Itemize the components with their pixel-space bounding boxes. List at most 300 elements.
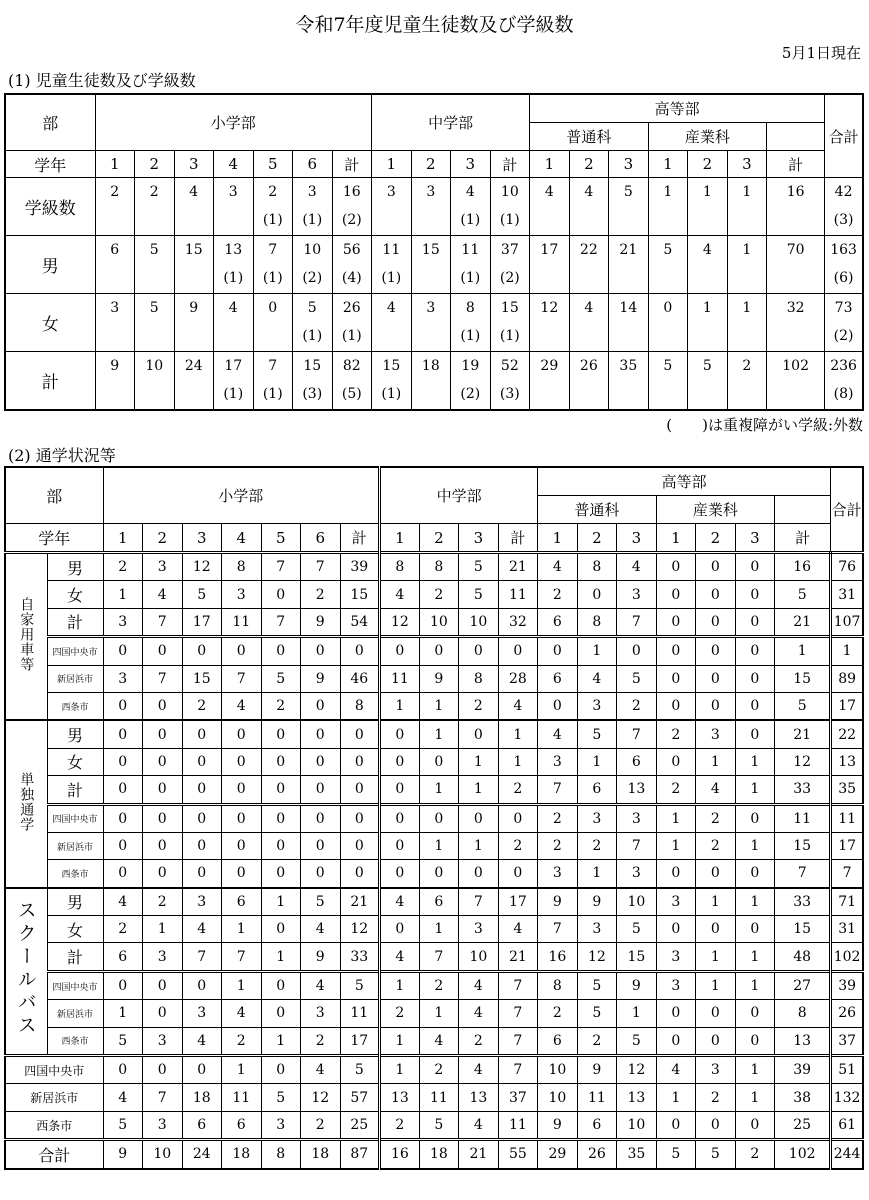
row-label: 学級数: [5, 178, 95, 236]
data-cell: [490, 294, 530, 352]
data-cell: 4: [380, 581, 420, 608]
data-cell: 0: [696, 1027, 736, 1055]
data-cell: [95, 178, 135, 236]
data-cell: 0: [182, 1056, 222, 1084]
row-label: 女: [5, 294, 95, 352]
data-cell: 39: [340, 553, 380, 581]
data-cell: 1: [222, 916, 262, 943]
cell-value: 1: [663, 184, 673, 200]
data-cell: 1: [103, 1000, 143, 1027]
data-cell: 13: [459, 1084, 499, 1111]
data-cell: 0: [340, 804, 380, 832]
data-cell: 17: [831, 692, 863, 720]
grade-header-cell: 4: [214, 151, 254, 178]
data-cell: 7: [538, 916, 578, 943]
data-cell: 1: [735, 1056, 775, 1084]
grade-header-cell: 3: [617, 524, 657, 553]
data-cell: 38: [775, 1084, 831, 1111]
cell-value: 14: [619, 300, 638, 316]
cell-value: 16: [342, 184, 361, 200]
cell-value: 102: [782, 358, 809, 374]
cell-paren: [175, 264, 214, 292]
data-cell: 0: [419, 637, 459, 665]
data-cell: 5: [419, 1111, 459, 1139]
cell-value: 8: [465, 300, 475, 316]
grade-header-cell: 計: [498, 524, 538, 553]
data-cell: 4: [656, 1056, 696, 1084]
data-cell: 4: [459, 1000, 499, 1027]
data-cell: 11: [222, 1084, 262, 1111]
cell-paren: [728, 322, 767, 350]
data-cell: 0: [696, 1111, 736, 1139]
cell-paren: [609, 322, 648, 350]
data-cell: 11: [577, 1084, 617, 1111]
data-cell: [609, 294, 649, 352]
data-cell: 4: [103, 888, 143, 916]
cell-value: 236: [830, 358, 857, 374]
data-cell: 0: [696, 916, 736, 943]
enrollment-table: [4, 93, 864, 411]
data-cell: 0: [261, 832, 301, 859]
data-cell: 1: [656, 832, 696, 859]
data-cell: 2: [419, 581, 459, 608]
data-cell: 9: [538, 888, 578, 916]
data-cell: 0: [735, 1000, 775, 1027]
data-cell: 0: [143, 971, 183, 999]
data-cell: [569, 352, 609, 411]
cell-paren: (5): [341, 386, 362, 402]
data-cell: 244: [831, 1140, 863, 1169]
cell-paren: [688, 264, 727, 292]
cell-paren: [649, 322, 688, 350]
data-cell: [411, 236, 451, 294]
data-cell: 5: [301, 888, 341, 916]
data-cell: 76: [831, 553, 863, 581]
table-row: [5, 1084, 863, 1111]
data-cell: 10: [419, 608, 459, 636]
data-cell: 5: [577, 720, 617, 748]
grade-header-cell: 計: [332, 151, 372, 178]
header-total: 合計: [831, 467, 863, 553]
cell-paren: [570, 322, 609, 350]
data-cell: 0: [656, 916, 696, 943]
data-cell: 2: [301, 1027, 341, 1055]
data-cell: 16: [538, 943, 578, 971]
data-cell: 26: [831, 1000, 863, 1027]
data-cell: 13: [617, 1084, 657, 1111]
cell-paren: [135, 322, 174, 350]
data-cell: [490, 178, 530, 236]
data-cell: [174, 178, 214, 236]
cell-value: 19: [461, 358, 480, 374]
data-cell: 0: [735, 665, 775, 692]
data-cell: 25: [340, 1111, 380, 1139]
cell-value: 82: [342, 358, 361, 374]
header-sangyo: 産業科: [648, 123, 767, 151]
data-cell: [727, 236, 767, 294]
data-cell: 0: [696, 1000, 736, 1027]
grade-header-cell: 4: [222, 524, 262, 553]
data-cell: 1: [143, 916, 183, 943]
data-cell: 6: [538, 665, 578, 692]
data-cell: 0: [380, 637, 420, 665]
data-cell: [490, 352, 530, 411]
cell-paren: (1): [223, 270, 244, 286]
grade-header-cell: 2: [569, 151, 609, 178]
cell-paren: [609, 206, 648, 234]
cell-paren: [767, 380, 824, 408]
data-cell: 0: [103, 776, 143, 804]
data-cell: 11: [222, 608, 262, 636]
data-cell: 0: [696, 553, 736, 581]
data-cell: 0: [538, 692, 578, 720]
cell-paren: (2): [833, 328, 854, 344]
cell-value: 3: [228, 184, 238, 200]
data-cell: 2: [656, 720, 696, 748]
cell-paren: [767, 264, 824, 292]
data-cell: 15: [775, 916, 831, 943]
data-cell: 0: [735, 860, 775, 888]
cell-value: 4: [584, 184, 594, 200]
data-cell: 4: [103, 1084, 143, 1111]
data-cell: 15: [617, 943, 657, 971]
data-cell: [569, 178, 609, 236]
cell-value: 4: [228, 300, 238, 316]
grade-header-cell: 3: [174, 151, 214, 178]
data-cell: 0: [656, 1000, 696, 1027]
cell-paren: [688, 380, 727, 408]
data-cell: 12: [577, 943, 617, 971]
data-cell: [688, 294, 728, 352]
data-cell: 2: [301, 1111, 341, 1139]
data-cell: [648, 178, 688, 236]
grade-header-cell: 2: [688, 151, 728, 178]
data-cell: [825, 178, 863, 236]
data-cell: 1: [380, 1056, 420, 1084]
cell-paren: (1): [460, 270, 481, 286]
data-cell: 21: [459, 1140, 499, 1169]
row-label: 新居浜市: [47, 832, 103, 859]
data-cell: [135, 236, 175, 294]
table-row: [5, 720, 863, 748]
data-cell: 10: [617, 888, 657, 916]
data-cell: 13: [380, 1084, 420, 1111]
cell-paren: (1): [262, 212, 283, 228]
cell-paren: [649, 380, 688, 408]
data-cell: 5: [182, 581, 222, 608]
grade-header-cell: 1: [372, 151, 412, 178]
cell-paren: (1): [381, 270, 402, 286]
row-label: 男: [5, 236, 95, 294]
data-cell: 0: [735, 553, 775, 581]
data-cell: 0: [340, 637, 380, 665]
data-cell: 8: [419, 553, 459, 581]
cell-value: 15: [184, 242, 203, 258]
row-label: 計: [5, 352, 95, 411]
cell-value: 17: [540, 242, 559, 258]
summary-label: 四国中央市: [5, 1056, 103, 1084]
data-cell: 0: [419, 748, 459, 775]
grade-header-cell: 2: [696, 524, 736, 553]
data-cell: 2: [459, 1027, 499, 1055]
data-cell: 2: [617, 692, 657, 720]
data-cell: [609, 178, 649, 236]
cell-paren: (1): [302, 212, 323, 228]
data-cell: 2: [577, 832, 617, 859]
cell-paren: [688, 206, 727, 234]
cell-paren: (1): [381, 386, 402, 402]
data-cell: 0: [735, 804, 775, 832]
cell-paren: (2): [499, 270, 520, 286]
cell-value: 5: [663, 242, 673, 258]
data-cell: 0: [340, 776, 380, 804]
data-cell: [727, 294, 767, 352]
data-cell: [530, 294, 570, 352]
data-cell: 0: [656, 581, 696, 608]
data-cell: 7: [261, 553, 301, 581]
row-label: 計: [47, 776, 103, 804]
data-cell: 12: [182, 553, 222, 581]
header-elementary: 小学部: [95, 94, 372, 151]
header-total: 合計: [825, 94, 863, 178]
data-cell: 5: [577, 971, 617, 999]
data-cell: 0: [340, 748, 380, 775]
data-cell: 1: [419, 1000, 459, 1027]
data-cell: 1: [735, 971, 775, 999]
data-cell: 2: [538, 1000, 578, 1027]
data-cell: 6: [222, 1111, 262, 1139]
data-cell: 3: [459, 916, 499, 943]
row-label: 西条市: [47, 860, 103, 888]
data-cell: 1: [735, 748, 775, 775]
data-cell: 0: [222, 860, 262, 888]
data-cell: 0: [577, 581, 617, 608]
data-cell: 5: [340, 971, 380, 999]
data-cell: 0: [143, 804, 183, 832]
data-cell: 1: [261, 888, 301, 916]
cell-value: 3: [386, 184, 396, 200]
cell-value: 9: [189, 300, 199, 316]
data-cell: 17: [498, 888, 538, 916]
data-cell: 4: [459, 1056, 499, 1084]
data-cell: 3: [182, 1000, 222, 1027]
data-cell: [135, 178, 175, 236]
data-cell: 0: [735, 692, 775, 720]
cell-value: 3: [426, 184, 436, 200]
data-cell: 3: [577, 692, 617, 720]
data-cell: 13: [831, 748, 863, 775]
data-cell: 8: [577, 608, 617, 636]
data-cell: [451, 178, 491, 236]
data-cell: 3: [656, 943, 696, 971]
grade-header-cell: 2: [135, 151, 175, 178]
cell-paren: [372, 206, 411, 234]
data-cell: 0: [340, 860, 380, 888]
section1-heading: (1) 児童生徒数及び学級数: [8, 71, 196, 90]
data-cell: 2: [696, 1084, 736, 1111]
data-cell: 0: [103, 748, 143, 775]
data-cell: 0: [696, 637, 736, 665]
data-cell: 2: [498, 776, 538, 804]
data-cell: [293, 294, 333, 352]
data-cell: 0: [261, 720, 301, 748]
data-cell: 3: [577, 804, 617, 832]
data-cell: 33: [340, 943, 380, 971]
data-cell: 11: [498, 1111, 538, 1139]
data-cell: 7: [498, 1056, 538, 1084]
data-cell: 0: [696, 692, 736, 720]
data-cell: 2: [301, 581, 341, 608]
cell-value: 4: [702, 242, 712, 258]
header-sangyo: 産業科: [656, 496, 775, 524]
data-cell: 61: [831, 1111, 863, 1139]
data-cell: 107: [831, 608, 863, 636]
data-cell: 132: [831, 1084, 863, 1111]
table-row: [5, 971, 863, 999]
data-cell: 0: [261, 860, 301, 888]
data-cell: 21: [498, 553, 538, 581]
data-cell: 7: [182, 943, 222, 971]
data-cell: 7: [459, 888, 499, 916]
data-cell: 12: [340, 916, 380, 943]
data-cell: 0: [380, 748, 420, 775]
cell-paren: [175, 206, 214, 234]
data-cell: 5: [617, 665, 657, 692]
cell-paren: [530, 206, 569, 234]
data-cell: 15: [340, 581, 380, 608]
cell-paren: (1): [460, 212, 481, 228]
grade-header-cell: 3: [735, 524, 775, 553]
data-cell: 1: [735, 1084, 775, 1111]
data-cell: 0: [735, 1027, 775, 1055]
cell-paren: [372, 322, 411, 350]
cell-value: 16: [786, 184, 805, 200]
data-cell: 5: [617, 1027, 657, 1055]
data-cell: 0: [182, 832, 222, 859]
cell-value: 15: [303, 358, 322, 374]
cell-value: 3: [307, 184, 317, 200]
data-cell: [648, 352, 688, 411]
data-cell: 0: [656, 665, 696, 692]
data-cell: 0: [380, 860, 420, 888]
header-elementary: 小学部: [103, 467, 380, 524]
data-cell: 3: [143, 553, 183, 581]
cell-value: 42: [834, 184, 853, 200]
row-label: 男: [47, 720, 103, 748]
section2-heading: (2) 通学状況等: [8, 446, 116, 465]
data-cell: 21: [775, 608, 831, 636]
data-cell: 9: [538, 1111, 578, 1139]
data-cell: 21: [340, 888, 380, 916]
data-cell: 0: [222, 748, 262, 775]
data-cell: 0: [143, 692, 183, 720]
data-cell: 15: [775, 665, 831, 692]
data-cell: 2: [656, 776, 696, 804]
data-cell: 1: [261, 943, 301, 971]
table-row: [5, 178, 863, 236]
data-cell: 0: [735, 916, 775, 943]
data-cell: 11: [831, 804, 863, 832]
data-cell: 0: [261, 581, 301, 608]
data-cell: 10: [143, 1140, 183, 1169]
data-cell: 0: [182, 804, 222, 832]
data-cell: 4: [301, 1056, 341, 1084]
data-cell: 16: [380, 1140, 420, 1169]
data-cell: 0: [103, 832, 143, 859]
data-cell: 1: [656, 1084, 696, 1111]
data-cell: 0: [380, 916, 420, 943]
data-cell: 0: [735, 1111, 775, 1139]
cell-paren: (3): [302, 386, 323, 402]
data-cell: 18: [182, 1084, 222, 1111]
data-cell: 39: [775, 1056, 831, 1084]
data-cell: 1: [696, 748, 736, 775]
cell-value: 1: [742, 242, 752, 258]
data-cell: 9: [577, 1056, 617, 1084]
data-cell: 0: [261, 971, 301, 999]
data-cell: 6: [419, 888, 459, 916]
data-cell: [451, 236, 491, 294]
data-cell: 1: [459, 776, 499, 804]
grade-header-cell: 計: [767, 151, 825, 178]
cell-value: 163: [830, 242, 857, 258]
data-cell: 9: [617, 971, 657, 999]
data-cell: [135, 294, 175, 352]
data-cell: [530, 352, 570, 411]
data-cell: 37: [831, 1027, 863, 1055]
cell-paren: [570, 206, 609, 234]
header-dept: 部: [5, 94, 95, 151]
data-cell: 0: [103, 860, 143, 888]
data-cell: [372, 352, 412, 411]
data-cell: 33: [775, 776, 831, 804]
data-cell: 0: [143, 748, 183, 775]
data-cell: 10: [459, 608, 499, 636]
cell-value: 3: [426, 300, 436, 316]
cell-value: 1: [702, 184, 712, 200]
cell-paren: [570, 264, 609, 292]
data-cell: 5: [656, 1140, 696, 1169]
data-cell: 1: [222, 1056, 262, 1084]
data-cell: 3: [656, 971, 696, 999]
table-row: [5, 236, 863, 294]
data-cell: 4: [696, 776, 736, 804]
cell-value: 6: [110, 242, 120, 258]
data-cell: 0: [301, 748, 341, 775]
grade-header-cell: 1: [95, 151, 135, 178]
data-cell: 0: [261, 804, 301, 832]
row-label: 男: [47, 553, 103, 581]
table-row: [5, 1027, 863, 1055]
data-cell: 6: [182, 1111, 222, 1139]
group-label-text: 自家用車等: [18, 597, 35, 673]
data-cell: 4: [538, 553, 578, 581]
data-cell: [253, 294, 293, 352]
data-cell: 2: [538, 581, 578, 608]
data-cell: 9: [419, 665, 459, 692]
data-cell: 8: [577, 553, 617, 581]
data-cell: 7: [617, 720, 657, 748]
table-row: [5, 776, 863, 804]
data-cell: 4: [459, 1111, 499, 1139]
cell-paren: [214, 322, 253, 350]
cell-paren: (8): [833, 386, 854, 402]
data-cell: 39: [831, 971, 863, 999]
data-cell: 6: [222, 888, 262, 916]
data-cell: [688, 236, 728, 294]
cell-paren: [254, 322, 293, 350]
data-cell: 31: [831, 581, 863, 608]
